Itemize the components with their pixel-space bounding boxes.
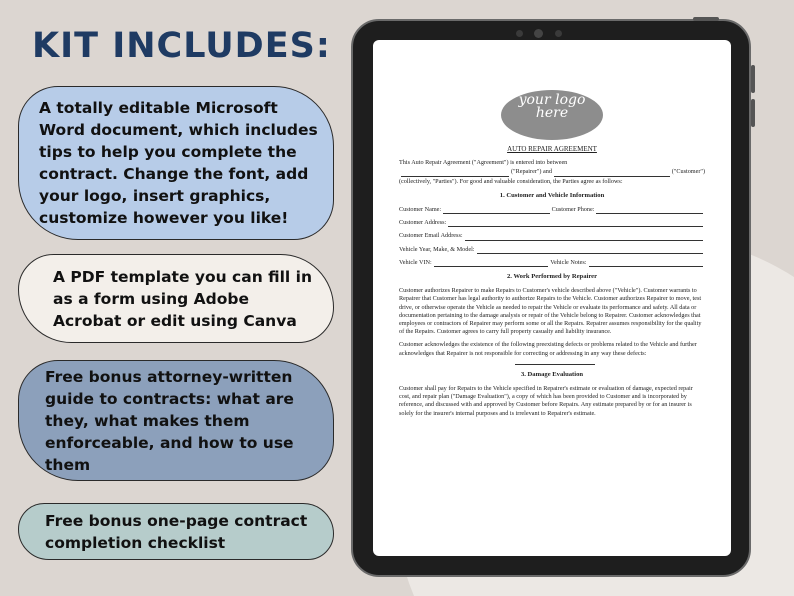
page-title: KIT INCLUDES: [32,26,331,66]
customer-blank [554,171,670,177]
feature-text: A PDF template you can fill in as a form using Adobe Acrobat or edit using Canva [53,267,312,330]
field-blank [443,208,550,214]
paragraph: Customer acknowledges the existence of the following preexisting defects or problems related to the Vehicle and further acknowledges that Repairer is not responsible for correcting or addressing in any way these defects: [399,341,697,357]
paragraph: Customer shall pay for Repairs to the Vehicle specified in Repairer's estimate or evaluation of damage, expected repair cost, and repair plan ("Damage Evaluation"), a copy of which has been provided to Customer and is incorporated by reference, and discussed with and approved by Customer before Repairs. Any estimate prepared by or for an insurer is solely for the insurer's internal purposes and is irrelevant to Repairer's estimate. [399,385,693,417]
field-blank [589,261,704,267]
section-heading: 3. Damage Evaluation [520,370,584,378]
field-blank [596,208,703,214]
field-label: Vehicle Notes: [550,258,587,266]
tablet-volume-up-button [751,65,755,93]
feature-card-word [18,86,334,240]
tablet-device [351,19,751,577]
document-title: AUTO REPAIR AGREEMENT [507,145,597,153]
feature-card-checklist [18,503,334,560]
camera-icon [534,29,543,38]
tablet-screen [373,40,731,556]
customer-email-field [399,232,705,240]
customer-name-field [399,206,705,214]
customer-label: ("Customer") [671,168,705,176]
field-label: Customer Phone: [551,206,595,214]
section-heading: 1. Customer and Vehicle Information [499,191,605,199]
field-blank [465,235,703,241]
field-blank [477,248,703,254]
tablet-volume-down-button [751,99,755,127]
feature-text: Free bonus attorney-written guide to contracts: what are they, what makes them enforceable, and how to use them [45,367,294,474]
field-blank [434,261,549,267]
field-label: Customer Address: [399,219,447,227]
field-label: Vehicle VIN: [399,258,432,266]
feature-text: A totally editable Microsoft Word document, which includes tips to help you complete the contract. Change the font, add your logo, insert graphics, customize however you like! [39,99,318,227]
logo-placeholder: your logo here [501,90,603,140]
intro-line: (collectively, "Parties"). For good and valuable consideration, the Parties agree as follows: [399,177,623,185]
sensor-icon [516,30,523,37]
contract-document [399,145,705,423]
repairer-blank [401,171,509,177]
field-label: Customer Name: [399,206,442,214]
field-label: Customer Email Address: [399,232,463,240]
defects-line [399,359,705,365]
field-blank [515,359,595,365]
repairer-label: ("Repairer") and [511,168,552,176]
intro-line: This Auto Repair Agreement ("Agreement") is entered into between [399,159,568,167]
feature-card-pdf [18,254,334,343]
vehicle-model-field [399,246,705,254]
section-heading: 2. Work Performed by Repairer [506,273,598,281]
vehicle-vin-field [399,259,705,267]
parties-line [399,168,705,176]
field-label: Vehicle Year, Make, & Model: [399,245,475,253]
sensor-icon [555,30,562,37]
feature-card-guide [18,360,334,481]
paragraph: Customer authorizes Repairer to make Repairs to Customer's vehicle described above ("Vehicle"). Customer warrants to Repairer that Customer has legal authority to authorize Repairs to the Vehicle. Customer authorizes Repairer to move, test drive, or otherwise operate the Vehicle as needed to repair the Vehicle or evaluate its performance and safety. All data or documentation pertaining to the damage analysis or repair of the Vehicle belong to Repairer. Customer acknowledges that employees or contractors of Repairer may perform some or all the Repairs. Repairer assumes responsibility for the quality of the Repairs. Customer agrees to carry full property casualty and liability insurance. [399,287,702,336]
field-blank [448,221,703,227]
customer-address-field [399,219,705,227]
tablet-power-button [693,17,719,21]
feature-text: Free bonus one-page contract completion checklist [45,511,308,552]
